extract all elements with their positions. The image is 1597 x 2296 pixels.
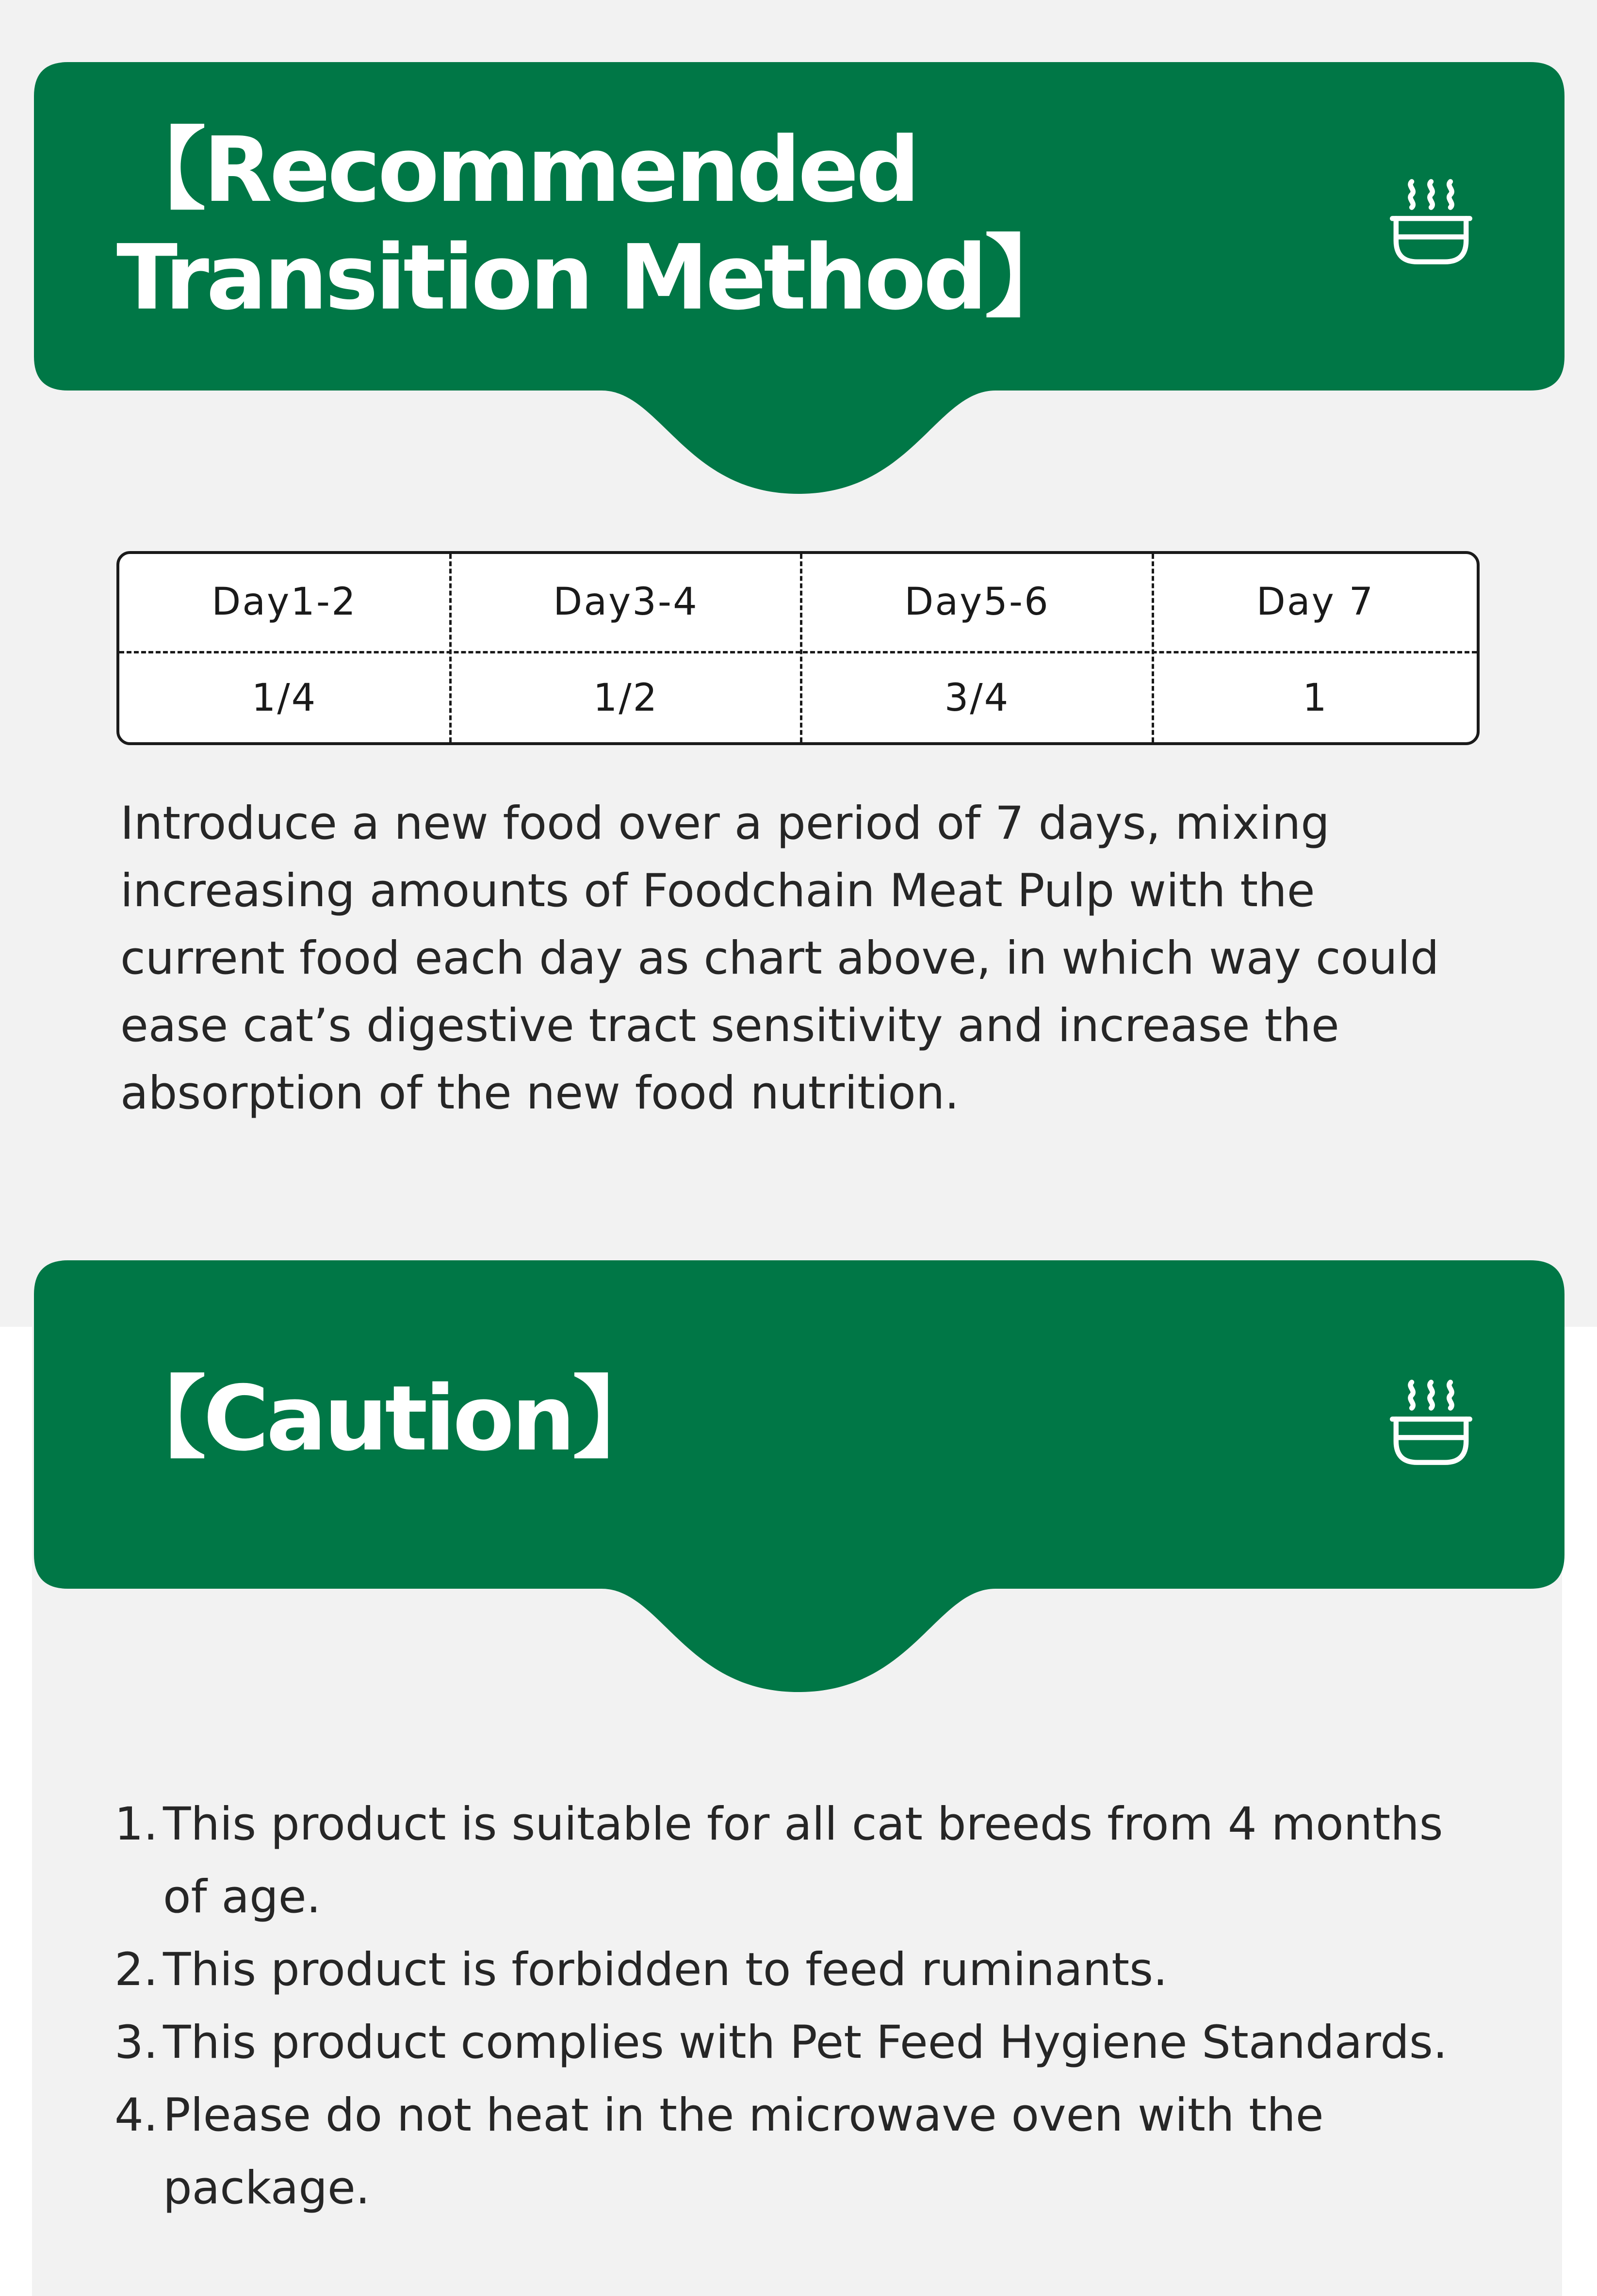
list-number: 3.	[114, 2016, 158, 2069]
list-item	[114, 2079, 1483, 2225]
list-text: Please do not heat in the microwave oven with the package.	[163, 2089, 1324, 2215]
list-item	[114, 1788, 1483, 1934]
list-number: 1.	[114, 1798, 158, 1851]
table-header-cell: Day 7	[1256, 580, 1375, 624]
transition-table	[116, 551, 1480, 745]
list-number: 4.	[114, 2089, 158, 2142]
list-number: 2.	[114, 1943, 158, 1996]
steaming-bowl-icon	[1385, 1377, 1477, 1469]
list-item	[114, 1934, 1483, 2006]
transition-banner	[0, 62, 1597, 499]
table-header-cell: Day5-6	[904, 580, 1050, 624]
table-header-cell: Day1-2	[212, 580, 357, 624]
table-ratio-cell: 1/4	[251, 676, 317, 720]
caution-title: 【Caution】	[116, 1366, 659, 1471]
caution-banner	[0, 1260, 1597, 1697]
table-ratio-cell: 1/2	[593, 676, 659, 720]
table-ratio-cell: 3/4	[944, 676, 1010, 720]
transition-description: Introduce a new food over a period of 7 days, mixing increasing amounts of Foodchain Meat Pulp with the current food each day as chart above, in which way could ease cat’s digestive tract sensitivity and increase the absorption of the new food nutrition.	[120, 797, 1439, 1120]
caution-list	[114, 1788, 1483, 2225]
list-text: This product is suitable for all cat breeds from 4 months of age.	[163, 1798, 1443, 1923]
list-text: This product is forbidden to feed ruminants.	[163, 1943, 1168, 1996]
transition-title: 【Recommended Transition Method】	[116, 117, 1072, 330]
table-header-cell: Day3-4	[553, 580, 699, 624]
list-item	[114, 2006, 1483, 2079]
table-ratio-cell: 1	[1303, 676, 1328, 720]
banner-shape	[0, 1260, 1597, 1697]
list-text: This product complies with Pet Feed Hygiene Standards.	[163, 2016, 1448, 2069]
steaming-bowl-icon	[1385, 176, 1477, 268]
